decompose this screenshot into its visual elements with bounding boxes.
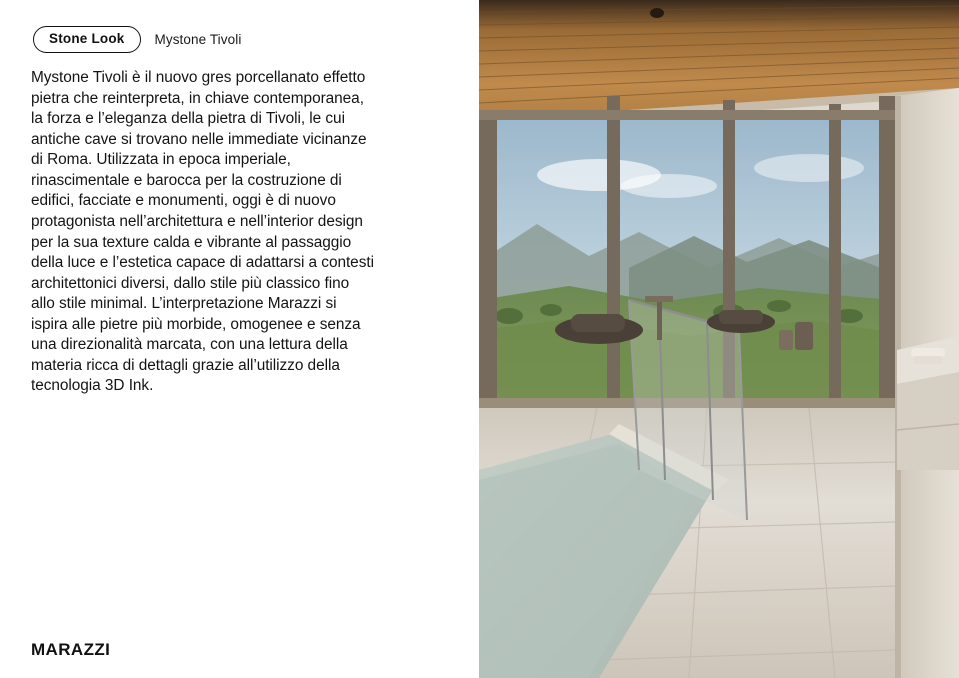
body-paragraph: Mystone Tivoli è il nuovo gres porcellanato effetto pietra che reinterpreta, in chiave contemporanea, la forza e l’eleganza della pietra di Tivoli, le cui antiche cave si trovano nelle immediate vicinanze di Roma. Utilizzata in epoca imperiale, rinascimentale e barocca per la costruzione di edifici, facciate e monumenti, oggi è di nuovo protagonista nell’architettura e nell’interior design per la sua texture calda e vibrante al passaggio della luce e l’estetica capace di adattarsi a contesti architettonici diversi, dallo stile più classico fino allo stile minimal. L’interpretazione Marazzi si ispira alle pietre più morbide, omogenee e senza una direzionalità marcata, con una lettura della materia ricca di dettagli grazie all’utilizzo della tecnologia 3D Ink. <box>31 69 379 395</box>
stone-look-pill[interactable]: Stone Look <box>33 26 141 53</box>
tag-row <box>33 26 241 53</box>
text-column <box>0 0 479 678</box>
brand-logo: MARAZZI <box>31 640 111 659</box>
interior-photograph <box>479 0 959 678</box>
interior-photo-illustration <box>479 0 959 678</box>
collection-name: Mystone Tivoli <box>154 31 242 47</box>
